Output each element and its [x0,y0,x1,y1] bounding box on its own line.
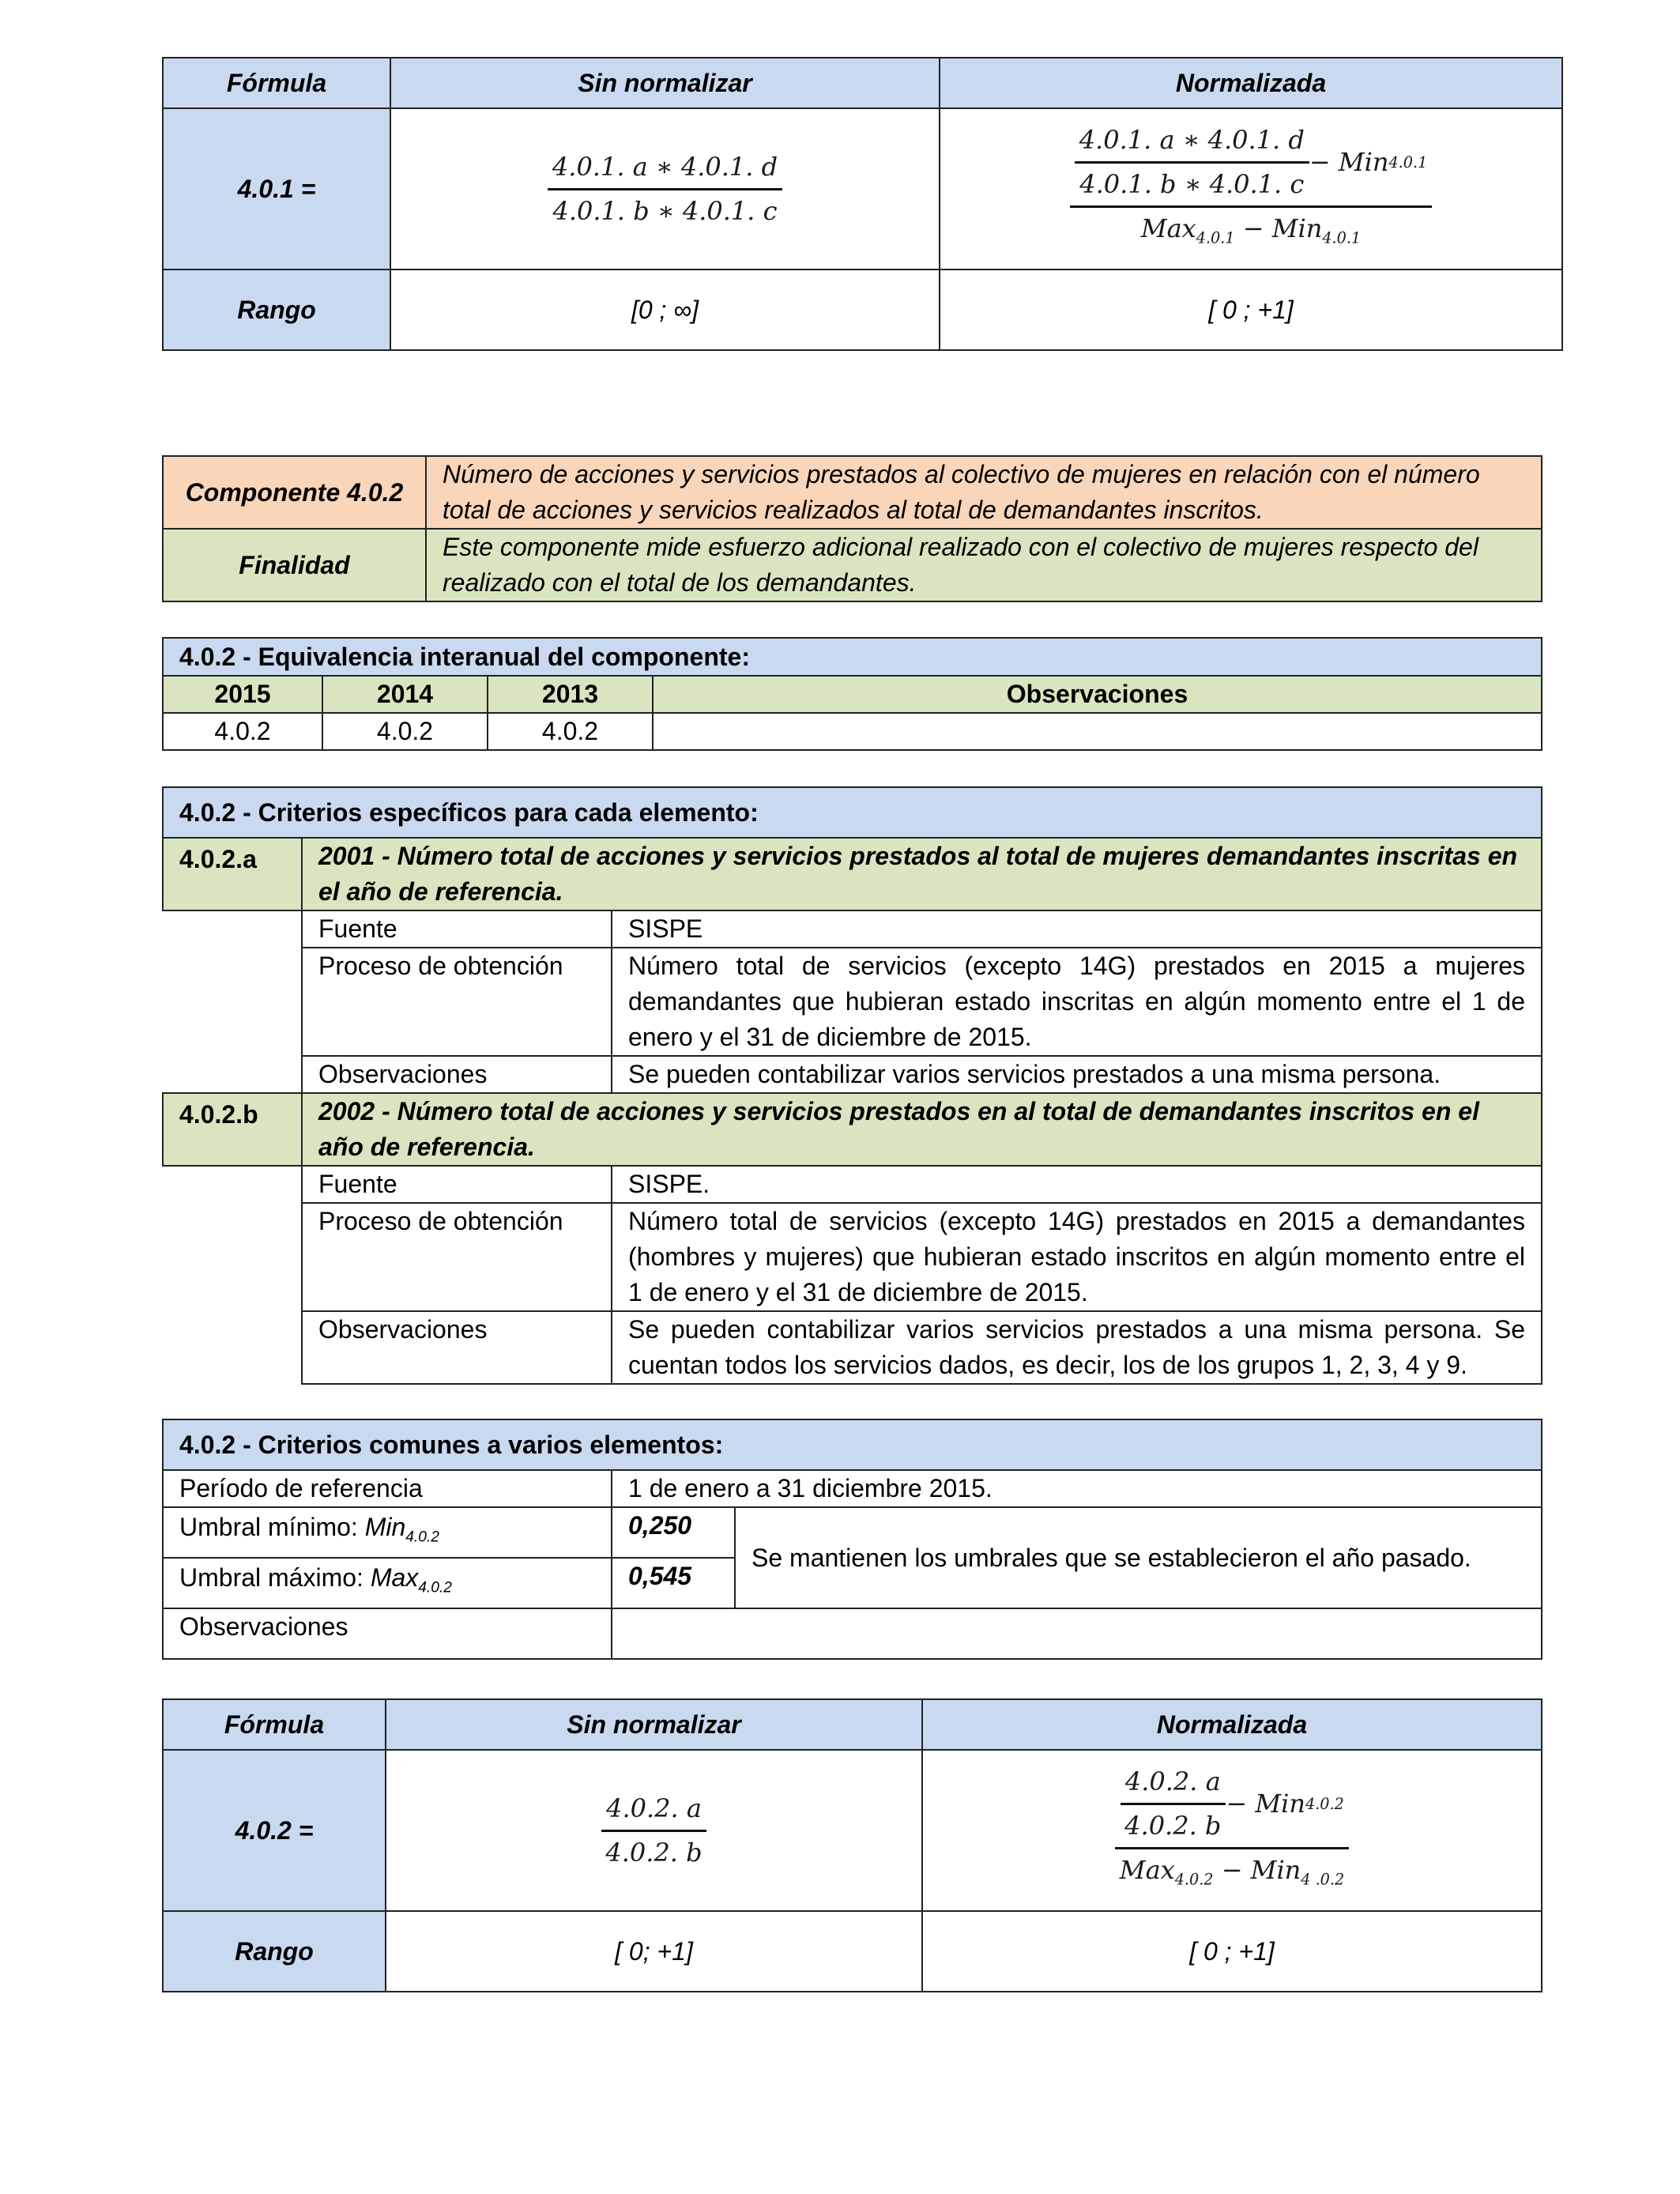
umbral-minimo-label: Umbral mínimo: Min$_{4.0.2}$ [163,1507,612,1558]
componente-table [162,455,1543,602]
rango-label: Rango [163,270,390,350]
fraction: $\frac{4.0.1. a ∗ 4.0.1. d}{4.0.1. b ∗ 4.0.1. c}$ [548,149,782,229]
fraction: $\frac{4.0.2. a}{4.0.2. b}$ [601,1791,706,1871]
equivalencia-table [162,637,1543,751]
formula-table-4-0-1 [162,57,1563,351]
fuente-label-a: Fuente [302,910,612,948]
rango-normalizada-2: [ 0 ; +1] [922,1911,1542,1992]
element-title-b: 2002 - Número total de acciones y servicios prestados en al total de demandantes inscritos en el año de referencia. [302,1093,1542,1166]
observaciones-header: Observaciones [653,676,1542,713]
proceso-value-a: Número total de servicios (excepto 14G) prestados en 2015 a mujeres demandantes que hubieran estado inscritas en algún momento entre el 1 de enero y el 31 de diciembre de 2015. [612,948,1542,1056]
umbral-maximo-label: Umbral máximo: Max$_{4.0.2}$ [163,1558,612,1608]
value-2013: 4.0.2 [488,713,653,750]
observaciones-value-b: Se pueden contabilizar varios servicios prestados a una misma persona. Se cuentan todos los servicios dados, es decir, los de los grupos 1, 2, 3, 4 y 9. [612,1311,1542,1384]
formula-sin-normalizar [390,108,940,270]
criterios-comunes-table [162,1419,1543,1660]
fuente-label-b: Fuente [302,1166,612,1203]
rango-normalizada: [ 0 ; +1] [940,270,1562,350]
formula-normalizada-2 [922,1750,1542,1911]
header-formula-2: Fórmula [163,1699,386,1750]
fuente-value-b: SISPE. [612,1166,1542,1203]
componente-label: Componente 4.0.2 [163,456,426,529]
normalized-fraction: $\frac{4.0.1. a ∗ 4.0.1. d}{4.0.1. b ∗ 4.0.1. c}$ − Min 4.0.1 Max$_{4.0.1}$ − Min$_{4.0.1}$ [1070,123,1433,255]
header-sin-normalizar-2: Sin normalizar [386,1699,922,1750]
year-header-2014: 2014 [322,676,488,713]
proceso-label-a: Proceso de obtención [302,948,612,1056]
year-header-2015: 2015 [163,676,322,713]
element-code-a: 4.0.2.a [163,838,302,910]
umbral-note: Se mantienen los umbrales que se establecieron el año pasado. [735,1507,1542,1608]
rango-sin-normalizar-2: [ 0; +1] [386,1911,922,1992]
periodo-value: 1 de enero a 31 diciembre 2015. [612,1470,1542,1507]
periodo-label: Período de referencia [163,1470,612,1507]
criterios-especificos-title: 4.0.2 - Criterios específicos para cada elemento: [163,787,1542,838]
rango-sin-normalizar: [0 ; ∞] [390,270,940,350]
equivalencia-title: 4.0.2 - Equivalencia interanual del componente: [163,638,1542,676]
header-sin-normalizar: Sin normalizar [390,58,940,108]
finalidad-label: Finalidad [163,529,426,601]
header-formula: Fórmula [163,58,390,108]
fuente-value-a: SISPE [612,910,1542,948]
observaciones-comunes-value [612,1608,1542,1659]
observaciones-value [653,713,1542,750]
componente-text: Número de acciones y servicios prestados al colectivo de mujeres en relación con el número total de acciones y servicios realizados al total de demandantes inscritos. [426,456,1542,529]
umbral-minimo-value: 0,250 [612,1507,735,1558]
value-2015: 4.0.2 [163,713,322,750]
value-2014: 4.0.2 [322,713,488,750]
formula-label-2: 4.0.2 = [163,1750,386,1911]
year-header-2013: 2013 [488,676,653,713]
criterios-comunes-title: 4.0.2 - Criterios comunes a varios elementos: [163,1419,1542,1470]
criterios-especificos-table [162,786,1543,1385]
observaciones-label-b: Observaciones [302,1311,612,1384]
proceso-value-b: Número total de servicios (excepto 14G) prestados en 2015 a demandantes (hombres y mujeres) que hubieran estado inscritos en algún momento entre el 1 de enero y el 31 de diciembre de 2015. [612,1203,1542,1311]
observaciones-label-a: Observaciones [302,1056,612,1093]
header-normalizada: Normalizada [940,58,1562,108]
rango-label-2: Rango [163,1911,386,1992]
header-normalizada-2: Normalizada [922,1699,1542,1750]
observaciones-value-a: Se pueden contabilizar varios servicios prestados a una misma persona. [612,1056,1542,1093]
proceso-label-b: Proceso de obtención [302,1203,612,1311]
formula-label: 4.0.1 = [163,108,390,270]
umbral-maximo-value: 0,545 [612,1558,735,1608]
normalized-fraction: $\frac{4.0.2. a}{4.0.2. b}$ − Min 4.0.2 Max$_{4.0.2}$ − Min$_{4 .0.2}$ [1115,1764,1349,1897]
element-code-b: 4.0.2.b [163,1093,302,1166]
formula-table-4-0-2 [162,1698,1543,1992]
observaciones-comunes-label: Observaciones [163,1608,612,1659]
formula-sin-normalizar-2 [386,1750,922,1911]
element-title-a: 2001 - Número total de acciones y servicios prestados al total de mujeres demandantes inscritas en el año de referencia. [302,838,1542,910]
formula-normalizada [940,108,1562,270]
finalidad-text: Este componente mide esfuerzo adicional realizado con el colectivo de mujeres respecto del realizado con el total de los demandantes. [426,529,1542,601]
